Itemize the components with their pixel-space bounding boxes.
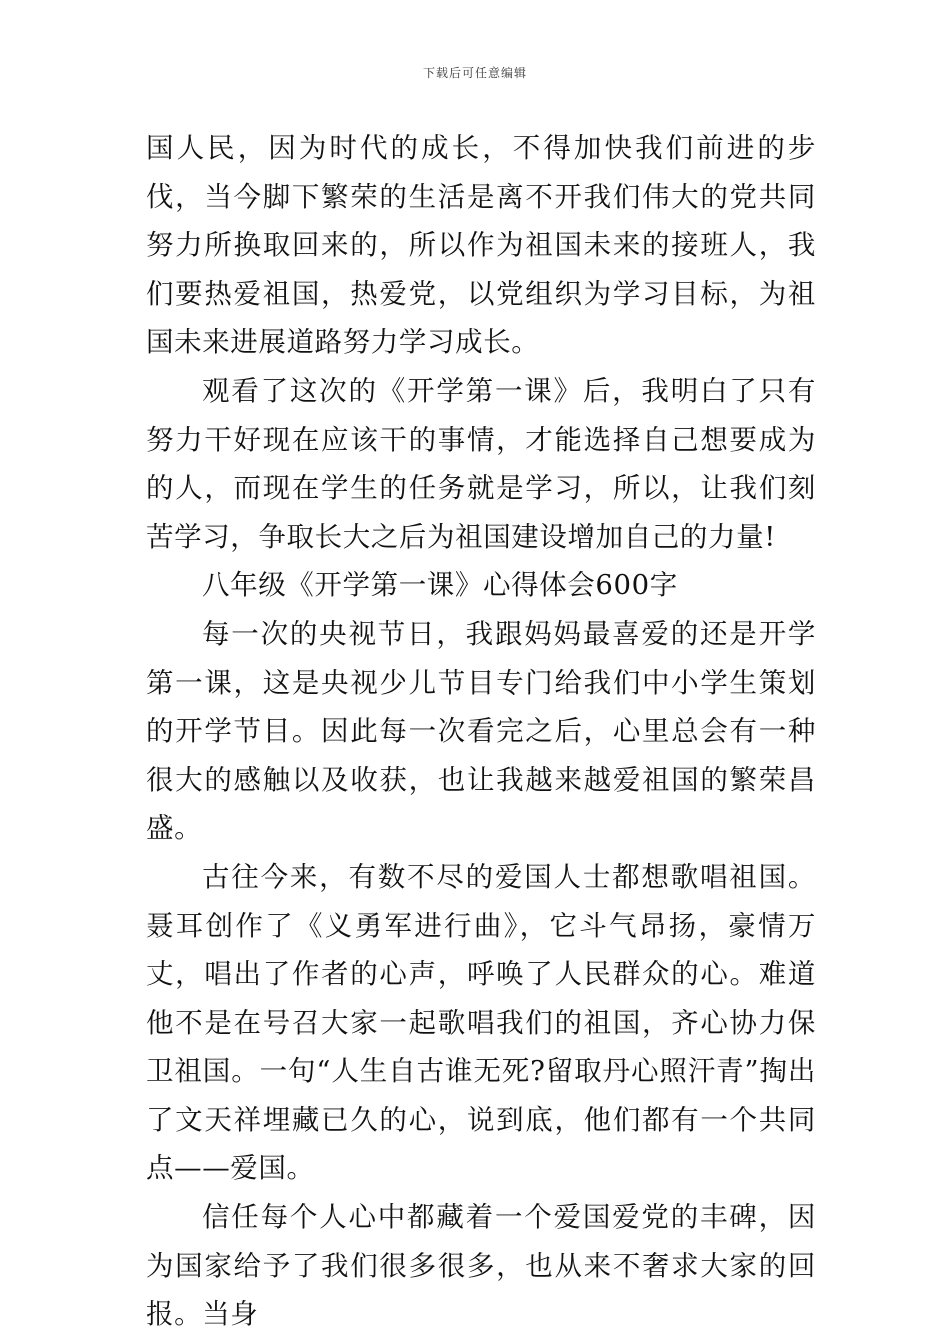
document-body: [146, 124, 816, 1339]
header-note: 下载后可任意编辑: [422, 66, 527, 80]
paragraph-intro: 每一次的央视节日，我跟妈妈最喜爱的还是开学第一课，这是央视少儿节目专门给我们中小学生策划的开学节目。因此每一次看完之后，心里总会有一种很大的感触以及收获，也让我越来越爱祖国的繁荣昌盛。: [146, 617, 816, 845]
paragraph-history: 古往今来，有数不尽的爱国人士都想歌唱祖国。聂耳创作了《义勇军进行曲》，它斗气昂扬，豪情万丈，唱出了作者的心声，呼唤了人民群众的心。难道他不是在号召大家一起歌唱我们的祖国，齐心协力保卫祖国。一句“人生自古谁无死?留取丹心照汗青”掏出了文天祥埋藏已久的心，说到底，他们都有一个共同点——爱国。: [146, 860, 816, 1185]
section-heading: 八年级《开学第一课》心得体会600字: [202, 569, 678, 602]
paragraph-reflection: 观看了这次的《开学第一课》后，我明白了只有努力干好现在应该干的事情，才能选择自己想要成为的人，而现在学生的任务就是学习，所以，让我们刻苦学习，争取长大之后为祖国建设增加自己的力量!: [146, 374, 816, 553]
paragraph-belief: 信任每个人心中都藏着一个爱国爱党的丰碑，因为国家给予了我们很多很多，也从来不奢求大家的回报。当身: [146, 1201, 816, 1331]
paragraph-continuation: 国人民，因为时代的成长，不得加快我们前进的步伐，当今脚下繁荣的生活是离不开我们伟大的党共同努力所换取回来的，所以作为祖国未来的接班人，我们要热爱祖国，热爱党，以党组织为学习目标，为祖国未来进展道路努力学习成长。: [146, 132, 816, 359]
